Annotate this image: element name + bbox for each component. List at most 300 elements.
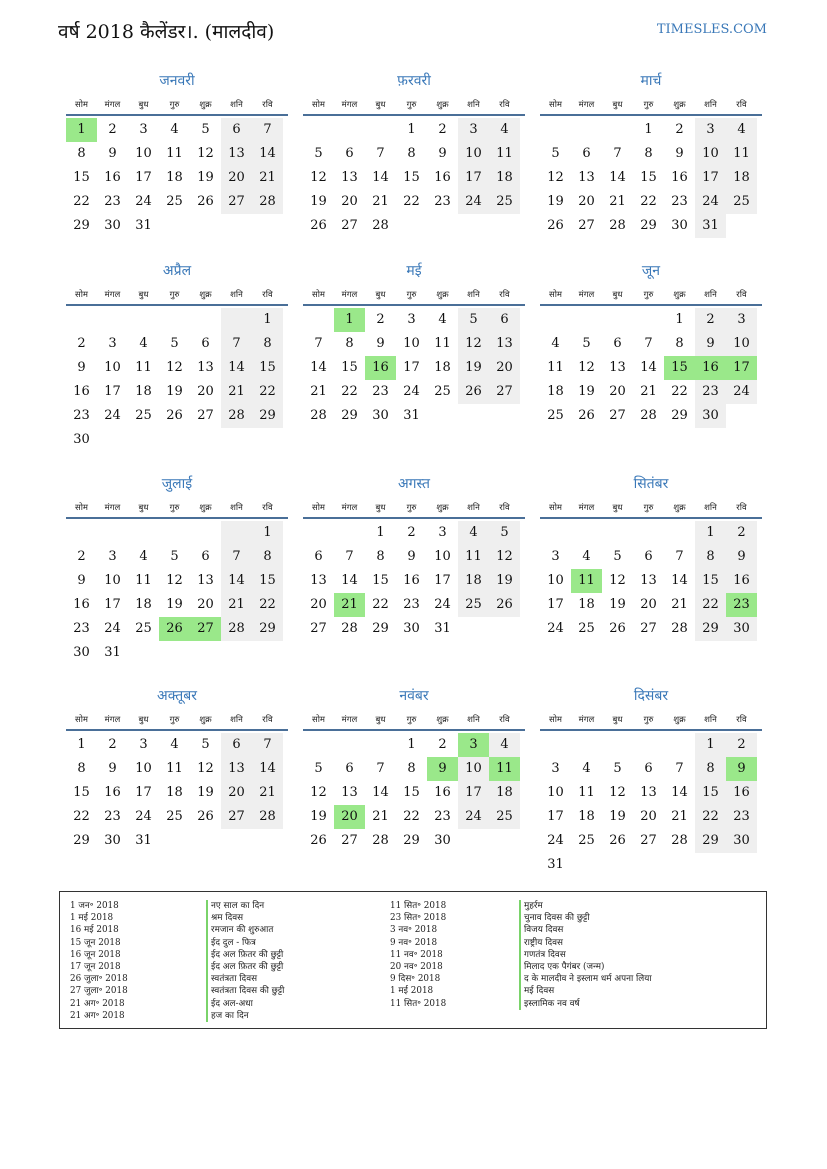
day-cell[interactable]: 1 (66, 118, 97, 142)
day-cell[interactable]: 20 (221, 781, 252, 805)
day-cell[interactable]: 31 (403, 408, 420, 423)
day-cell[interactable]: 18 (458, 569, 489, 593)
day-cell[interactable]: 4 (438, 312, 447, 327)
day-cell[interactable]: 19 (609, 597, 626, 612)
day-cell[interactable]: 12 (197, 761, 214, 776)
day-cell[interactable]: 10 (547, 785, 564, 800)
day-cell[interactable]: 31 (434, 621, 451, 636)
day-cell[interactable]: 5 (613, 761, 622, 776)
day-cell[interactable]: 28 (341, 621, 358, 636)
day-cell[interactable]: 24 (403, 384, 420, 399)
day-cell[interactable]: 6 (221, 118, 252, 142)
day-cell[interactable]: 27 (221, 190, 252, 214)
day-cell[interactable]: 7 (252, 733, 283, 757)
day-cell[interactable]: 9 (77, 360, 86, 375)
day-cell[interactable]: 23 (73, 408, 90, 423)
day-cell[interactable]: 27 (640, 833, 657, 848)
day-cell[interactable]: 24 (458, 805, 489, 829)
day-cell[interactable]: 10 (434, 549, 451, 564)
day-cell[interactable]: 26 (310, 218, 327, 233)
day-cell[interactable]: 29 (671, 408, 688, 423)
day-cell[interactable]: 31 (135, 218, 152, 233)
day-cell[interactable]: 16 (695, 356, 726, 380)
day-cell[interactable]: 24 (434, 597, 451, 612)
day-cell[interactable]: 4 (489, 733, 520, 757)
day-cell[interactable]: 13 (640, 785, 657, 800)
day-cell[interactable]: 17 (458, 166, 489, 190)
day-cell[interactable]: 27 (197, 408, 214, 423)
day-cell[interactable]: 22 (671, 384, 688, 399)
day-cell[interactable]: 22 (252, 380, 283, 404)
day-cell[interactable]: 12 (310, 170, 327, 185)
day-cell[interactable]: 3 (139, 122, 148, 137)
day-cell[interactable]: 8 (376, 549, 385, 564)
day-cell[interactable]: 2 (77, 336, 86, 351)
day-cell[interactable]: 6 (644, 761, 653, 776)
day-cell[interactable]: 1 (644, 122, 653, 137)
day-cell[interactable]: 12 (197, 146, 214, 161)
day-cell[interactable]: 16 (434, 785, 451, 800)
day-cell[interactable]: 11 (166, 146, 183, 161)
day-cell[interactable]: 13 (341, 170, 358, 185)
day-cell[interactable]: 15 (664, 356, 695, 380)
day-cell[interactable]: 24 (104, 621, 121, 636)
day-cell[interactable]: 9 (695, 332, 726, 356)
day-cell[interactable]: 4 (582, 761, 591, 776)
day-cell[interactable]: 8 (77, 146, 86, 161)
day-cell[interactable]: 13 (221, 757, 252, 781)
day-cell[interactable]: 29 (341, 408, 358, 423)
day-cell[interactable]: 2 (376, 312, 385, 327)
day-cell[interactable]: 7 (221, 332, 252, 356)
day-cell[interactable]: 5 (201, 122, 210, 137)
day-cell[interactable]: 23 (104, 194, 121, 209)
day-cell[interactable]: 26 (197, 194, 214, 209)
day-cell[interactable]: 26 (197, 809, 214, 824)
day-cell[interactable]: 27 (221, 805, 252, 829)
day-cell[interactable]: 21 (372, 809, 389, 824)
day-cell[interactable]: 10 (403, 336, 420, 351)
day-cell[interactable]: 15 (403, 785, 420, 800)
day-cell[interactable]: 9 (427, 757, 458, 781)
day-cell[interactable]: 5 (170, 549, 179, 564)
day-cell[interactable]: 13 (578, 170, 595, 185)
day-cell[interactable]: 23 (104, 809, 121, 824)
day-cell[interactable]: 6 (221, 733, 252, 757)
day-cell[interactable]: 4 (170, 737, 179, 752)
day-cell[interactable]: 20 (489, 356, 520, 380)
day-cell[interactable]: 16 (726, 569, 757, 593)
day-cell[interactable]: 9 (108, 146, 117, 161)
day-cell[interactable]: 19 (458, 356, 489, 380)
day-cell[interactable]: 9 (376, 336, 385, 351)
day-cell[interactable]: 17 (104, 384, 121, 399)
day-cell[interactable]: 3 (726, 308, 757, 332)
day-cell[interactable]: 20 (341, 194, 358, 209)
day-cell[interactable]: 22 (403, 194, 420, 209)
day-cell[interactable]: 21 (609, 194, 626, 209)
day-cell[interactable]: 16 (104, 785, 121, 800)
day-cell[interactable]: 30 (726, 829, 757, 853)
day-cell[interactable]: 8 (77, 761, 86, 776)
day-cell[interactable]: 7 (221, 545, 252, 569)
day-cell[interactable]: 31 (695, 214, 726, 238)
day-cell[interactable]: 1 (675, 312, 684, 327)
day-cell[interactable]: 2 (726, 733, 757, 757)
day-cell[interactable]: 5 (489, 521, 520, 545)
day-cell[interactable]: 1 (376, 525, 385, 540)
day-cell[interactable]: 10 (726, 332, 757, 356)
day-cell[interactable]: 8 (695, 757, 726, 781)
day-cell[interactable]: 27 (190, 617, 221, 641)
day-cell[interactable]: 9 (77, 573, 86, 588)
day-cell[interactable]: 24 (695, 190, 726, 214)
day-cell[interactable]: 8 (695, 545, 726, 569)
day-cell[interactable]: 23 (671, 194, 688, 209)
day-cell[interactable]: 1 (695, 521, 726, 545)
day-cell[interactable]: 21 (252, 781, 283, 805)
day-cell[interactable]: 4 (489, 118, 520, 142)
day-cell[interactable]: 5 (314, 146, 323, 161)
day-cell[interactable]: 18 (489, 781, 520, 805)
day-cell[interactable]: 25 (726, 190, 757, 214)
day-cell[interactable]: 24 (547, 621, 564, 636)
day-cell[interactable]: 10 (695, 142, 726, 166)
day-cell[interactable]: 18 (489, 166, 520, 190)
day-cell[interactable]: 24 (726, 380, 757, 404)
day-cell[interactable]: 2 (108, 122, 117, 137)
day-cell[interactable]: 16 (434, 170, 451, 185)
day-cell[interactable]: 24 (104, 408, 121, 423)
day-cell[interactable]: 12 (310, 785, 327, 800)
day-cell[interactable]: 20 (609, 384, 626, 399)
day-cell[interactable]: 14 (372, 170, 389, 185)
day-cell[interactable]: 11 (135, 360, 152, 375)
day-cell[interactable]: 4 (582, 549, 591, 564)
day-cell[interactable]: 28 (310, 408, 327, 423)
day-cell[interactable]: 10 (135, 146, 152, 161)
day-cell[interactable]: 17 (135, 785, 152, 800)
day-cell[interactable]: 4 (170, 122, 179, 137)
day-cell[interactable]: 8 (345, 336, 354, 351)
day-cell[interactable]: 6 (345, 761, 354, 776)
day-cell[interactable]: 4 (726, 118, 757, 142)
day-cell[interactable]: 30 (726, 617, 757, 641)
day-cell[interactable]: 15 (252, 569, 283, 593)
day-cell[interactable]: 5 (613, 549, 622, 564)
day-cell[interactable]: 29 (403, 833, 420, 848)
day-cell[interactable]: 26 (458, 380, 489, 404)
day-cell[interactable]: 13 (640, 573, 657, 588)
day-cell[interactable]: 20 (197, 597, 214, 612)
day-cell[interactable]: 16 (671, 170, 688, 185)
day-cell[interactable]: 20 (578, 194, 595, 209)
day-cell[interactable]: 10 (104, 573, 121, 588)
day-cell[interactable]: 24 (547, 833, 564, 848)
day-cell[interactable]: 3 (551, 761, 560, 776)
day-cell[interactable]: 26 (310, 833, 327, 848)
day-cell[interactable]: 19 (578, 384, 595, 399)
day-cell[interactable]: 14 (671, 573, 688, 588)
day-cell[interactable]: 21 (221, 593, 252, 617)
day-cell[interactable]: 1 (77, 737, 86, 752)
day-cell[interactable]: 8 (407, 146, 416, 161)
day-cell[interactable]: 23 (434, 194, 451, 209)
day-cell[interactable]: 21 (310, 384, 327, 399)
day-cell[interactable]: 11 (489, 142, 520, 166)
day-cell[interactable]: 31 (135, 833, 152, 848)
day-cell[interactable]: 5 (170, 336, 179, 351)
day-cell[interactable]: 17 (695, 166, 726, 190)
day-cell[interactable]: 22 (252, 593, 283, 617)
day-cell[interactable]: 26 (609, 833, 626, 848)
day-cell[interactable]: 26 (166, 408, 183, 423)
day-cell[interactable]: 14 (221, 356, 252, 380)
day-cell[interactable]: 24 (458, 190, 489, 214)
day-cell[interactable]: 19 (166, 384, 183, 399)
day-cell[interactable]: 29 (695, 829, 726, 853)
day-cell[interactable]: 30 (671, 218, 688, 233)
day-cell[interactable]: 23 (726, 805, 757, 829)
day-cell[interactable]: 6 (201, 336, 210, 351)
day-cell[interactable]: 9 (407, 549, 416, 564)
day-cell[interactable]: 7 (644, 336, 653, 351)
day-cell[interactable]: 28 (372, 833, 389, 848)
day-cell[interactable]: 25 (547, 408, 564, 423)
day-cell[interactable]: 7 (314, 336, 323, 351)
day-cell[interactable]: 14 (640, 360, 657, 375)
day-cell[interactable]: 7 (376, 146, 385, 161)
day-cell[interactable]: 3 (108, 549, 117, 564)
day-cell[interactable]: 21 (221, 380, 252, 404)
day-cell[interactable]: 11 (135, 573, 152, 588)
day-cell[interactable]: 2 (108, 737, 117, 752)
day-cell[interactable]: 18 (547, 384, 564, 399)
day-cell[interactable]: 26 (489, 593, 520, 617)
day-cell[interactable]: 25 (489, 190, 520, 214)
day-cell[interactable]: 2 (726, 521, 757, 545)
day-cell[interactable]: 12 (166, 360, 183, 375)
day-cell[interactable]: 5 (201, 737, 210, 752)
day-cell[interactable]: 30 (434, 833, 451, 848)
day-cell[interactable]: 23 (403, 597, 420, 612)
day-cell[interactable]: 9 (726, 545, 757, 569)
day-cell[interactable]: 26 (547, 218, 564, 233)
day-cell[interactable]: 18 (434, 360, 451, 375)
day-cell[interactable]: 11 (458, 545, 489, 569)
day-cell[interactable]: 13 (489, 332, 520, 356)
day-cell[interactable]: 17 (547, 597, 564, 612)
day-cell[interactable]: 9 (675, 146, 684, 161)
day-cell[interactable]: 15 (73, 785, 90, 800)
day-cell[interactable]: 12 (547, 170, 564, 185)
day-cell[interactable]: 6 (314, 549, 323, 564)
day-cell[interactable]: 27 (341, 833, 358, 848)
day-cell[interactable]: 15 (341, 360, 358, 375)
day-cell[interactable]: 6 (201, 549, 210, 564)
day-cell[interactable]: 4 (139, 336, 148, 351)
day-cell[interactable]: 11 (434, 336, 451, 351)
day-cell[interactable]: 3 (458, 733, 489, 757)
day-cell[interactable]: 15 (372, 573, 389, 588)
day-cell[interactable]: 14 (252, 142, 283, 166)
day-cell[interactable]: 16 (365, 356, 396, 380)
day-cell[interactable]: 27 (310, 621, 327, 636)
day-cell[interactable]: 29 (372, 621, 389, 636)
day-cell[interactable]: 3 (438, 525, 447, 540)
day-cell[interactable]: 28 (671, 621, 688, 636)
day-cell[interactable]: 12 (166, 573, 183, 588)
day-cell[interactable]: 21 (334, 593, 365, 617)
day-cell[interactable]: 25 (135, 408, 152, 423)
day-cell[interactable]: 26 (159, 617, 190, 641)
day-cell[interactable]: 15 (640, 170, 657, 185)
day-cell[interactable]: 24 (135, 809, 152, 824)
day-cell[interactable]: 29 (640, 218, 657, 233)
day-cell[interactable]: 14 (310, 360, 327, 375)
day-cell[interactable]: 29 (695, 617, 726, 641)
day-cell[interactable]: 27 (640, 621, 657, 636)
day-cell[interactable]: 16 (726, 781, 757, 805)
day-cell[interactable]: 2 (438, 737, 447, 752)
day-cell[interactable]: 30 (73, 432, 90, 447)
day-cell[interactable]: 3 (108, 336, 117, 351)
day-cell[interactable]: 1 (334, 308, 365, 332)
day-cell[interactable]: 3 (551, 549, 560, 564)
day-cell[interactable]: 25 (135, 621, 152, 636)
day-cell[interactable]: 20 (640, 597, 657, 612)
day-cell[interactable]: 19 (197, 785, 214, 800)
day-cell[interactable]: 22 (695, 805, 726, 829)
day-cell[interactable]: 17 (434, 573, 451, 588)
day-cell[interactable]: 1 (695, 733, 726, 757)
day-cell[interactable]: 23 (695, 380, 726, 404)
day-cell[interactable]: 25 (578, 833, 595, 848)
day-cell[interactable]: 3 (458, 118, 489, 142)
day-cell[interactable]: 22 (341, 384, 358, 399)
day-cell[interactable]: 19 (489, 569, 520, 593)
day-cell[interactable]: 5 (551, 146, 560, 161)
day-cell[interactable]: 2 (77, 549, 86, 564)
day-cell[interactable]: 10 (458, 757, 489, 781)
day-cell[interactable]: 31 (104, 645, 121, 660)
day-cell[interactable]: 9 (108, 761, 117, 776)
day-cell[interactable]: 12 (609, 573, 626, 588)
day-cell[interactable]: 22 (73, 809, 90, 824)
day-cell[interactable]: 21 (372, 194, 389, 209)
day-cell[interactable]: 21 (252, 166, 283, 190)
day-cell[interactable]: 2 (438, 122, 447, 137)
day-cell[interactable]: 22 (403, 809, 420, 824)
day-cell[interactable]: 4 (139, 549, 148, 564)
day-cell[interactable]: 20 (334, 805, 365, 829)
day-cell[interactable]: 18 (578, 597, 595, 612)
day-cell[interactable]: 12 (578, 360, 595, 375)
day-cell[interactable]: 30 (372, 408, 389, 423)
day-cell[interactable]: 27 (578, 218, 595, 233)
day-cell[interactable]: 14 (341, 573, 358, 588)
day-cell[interactable]: 15 (73, 170, 90, 185)
day-cell[interactable]: 29 (73, 833, 90, 848)
day-cell[interactable]: 24 (135, 194, 152, 209)
day-cell[interactable]: 14 (609, 170, 626, 185)
day-cell[interactable]: 30 (695, 404, 726, 428)
day-cell[interactable]: 2 (695, 308, 726, 332)
day-cell[interactable]: 25 (166, 194, 183, 209)
day-cell[interactable]: 7 (252, 118, 283, 142)
day-cell[interactable]: 23 (372, 384, 389, 399)
day-cell[interactable]: 18 (726, 166, 757, 190)
day-cell[interactable]: 15 (252, 356, 283, 380)
day-cell[interactable]: 30 (73, 645, 90, 660)
day-cell[interactable]: 16 (73, 384, 90, 399)
day-cell[interactable]: 5 (458, 308, 489, 332)
day-cell[interactable]: 28 (609, 218, 626, 233)
day-cell[interactable]: 19 (166, 597, 183, 612)
day-cell[interactable]: 3 (407, 312, 416, 327)
day-cell[interactable]: 19 (197, 170, 214, 185)
day-cell[interactable]: 29 (252, 404, 283, 428)
day-cell[interactable]: 21 (671, 597, 688, 612)
day-cell[interactable]: 16 (403, 573, 420, 588)
day-cell[interactable]: 8 (252, 332, 283, 356)
day-cell[interactable]: 5 (582, 336, 591, 351)
day-cell[interactable]: 28 (221, 404, 252, 428)
day-cell[interactable]: 17 (458, 781, 489, 805)
day-cell[interactable]: 10 (547, 573, 564, 588)
day-cell[interactable]: 23 (726, 593, 757, 617)
day-cell[interactable]: 23 (73, 621, 90, 636)
day-cell[interactable]: 28 (671, 833, 688, 848)
day-cell[interactable]: 31 (547, 857, 564, 872)
day-cell[interactable]: 19 (547, 194, 564, 209)
day-cell[interactable]: 17 (547, 809, 564, 824)
day-cell[interactable]: 15 (403, 170, 420, 185)
day-cell[interactable]: 11 (726, 142, 757, 166)
day-cell[interactable]: 25 (166, 809, 183, 824)
day-cell[interactable]: 10 (458, 142, 489, 166)
day-cell[interactable]: 1 (252, 308, 283, 332)
day-cell[interactable]: 17 (135, 170, 152, 185)
day-cell[interactable]: 28 (221, 617, 252, 641)
day-cell[interactable]: 18 (166, 785, 183, 800)
day-cell[interactable]: 10 (104, 360, 121, 375)
day-cell[interactable]: 30 (403, 621, 420, 636)
day-cell[interactable]: 18 (578, 809, 595, 824)
day-cell[interactable]: 29 (73, 218, 90, 233)
day-cell[interactable]: 12 (489, 545, 520, 569)
day-cell[interactable]: 23 (434, 809, 451, 824)
day-cell[interactable]: 13 (310, 573, 327, 588)
day-cell[interactable]: 13 (197, 360, 214, 375)
day-cell[interactable]: 13 (609, 360, 626, 375)
day-cell[interactable]: 11 (578, 785, 595, 800)
day-cell[interactable]: 6 (613, 336, 622, 351)
day-cell[interactable]: 17 (726, 356, 757, 380)
day-cell[interactable]: 21 (671, 809, 688, 824)
day-cell[interactable]: 10 (135, 761, 152, 776)
day-cell[interactable]: 29 (252, 617, 283, 641)
day-cell[interactable]: 13 (341, 785, 358, 800)
day-cell[interactable]: 22 (640, 194, 657, 209)
day-cell[interactable]: 21 (640, 384, 657, 399)
day-cell[interactable]: 25 (434, 384, 451, 399)
day-cell[interactable]: 2 (675, 122, 684, 137)
day-cell[interactable]: 25 (578, 621, 595, 636)
day-cell[interactable]: 22 (695, 593, 726, 617)
day-cell[interactable]: 22 (372, 597, 389, 612)
day-cell[interactable]: 14 (252, 757, 283, 781)
